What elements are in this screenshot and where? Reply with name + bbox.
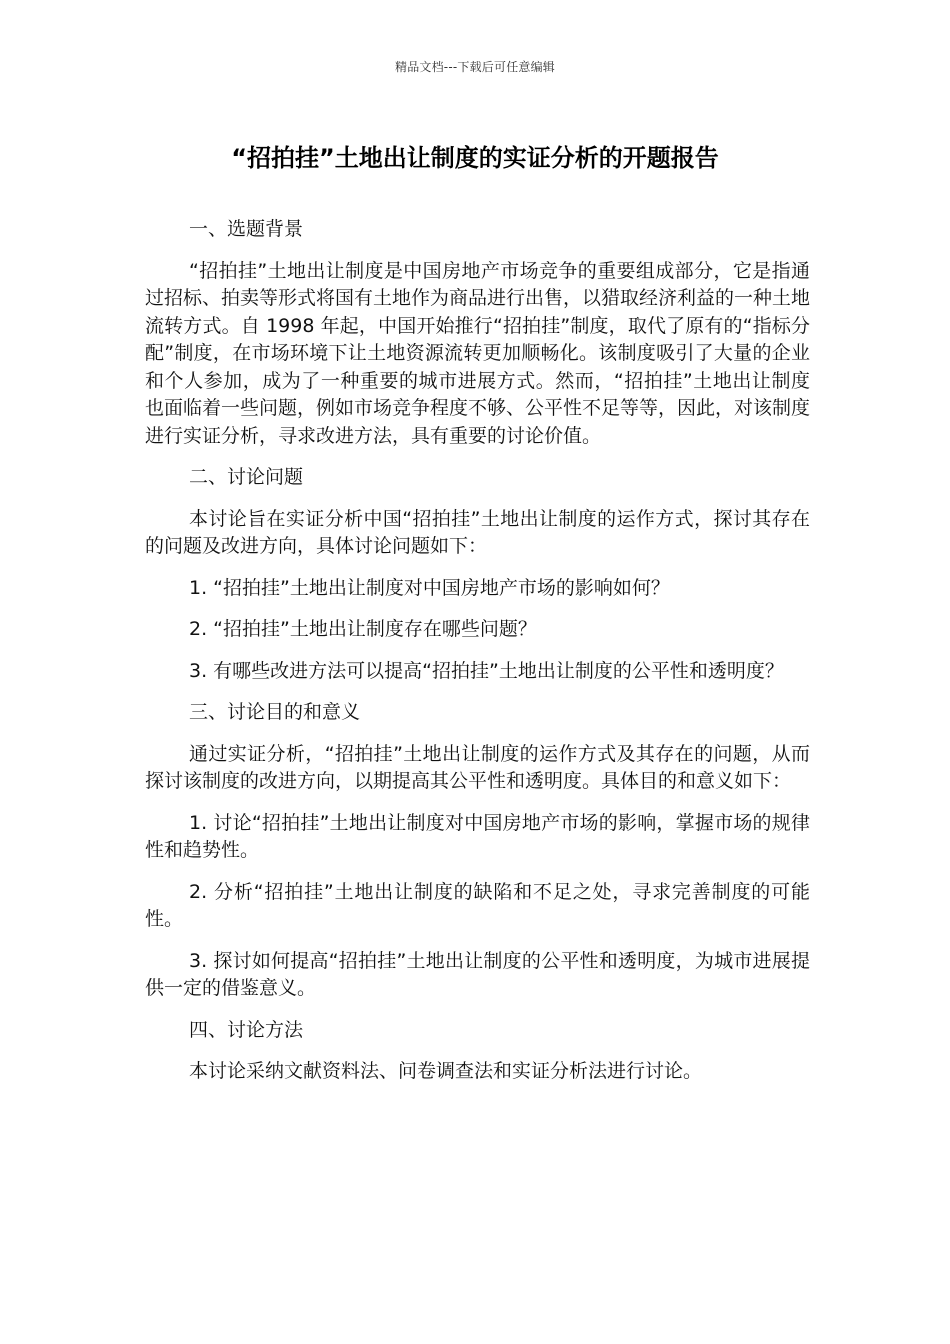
page-header: 精品文档---下载后可任意编辑 xyxy=(395,60,555,74)
document-title: “招拍挂”土地出让制度的实证分析的开题报告 xyxy=(231,144,719,172)
section-heading-method: 四、讨论方法 xyxy=(189,1018,304,1041)
section-heading-purpose: 三、讨论目的和意义 xyxy=(189,701,361,723)
paragraph-background: “招拍挂”土地出让制度是中国房地产市场竞争的重要组成部分，它是指通过招标、拍卖等形式将国有土地作为商品进行出售，以猎取经济利益的一种土地流转方式。自 1998 年起，中国开始推行“招拍挂”制度，取代了原有的“指标分配”制度，在市场环境下让土地资源流转更加顺畅化。该制度吸引了大量的企业和个人参加，成为了一种重要的城市进展方式。然而，“招拍挂”土地出让制度也面临着一些问题，例如市场竞争程度不够、公平性不足等等，因此，对该制度进行实证分析，寻求改进方法，具有重要的讨论价值。 xyxy=(145,259,811,447)
question-item-1: 1. “招拍挂”土地出让制度对中国房地产市场的影响如何？ xyxy=(189,576,670,599)
paragraph-questions-intro: 本讨论旨在实证分析中国“招拍挂”土地出让制度的运作方式，探讨其存在的问题及改进方向，具体讨论问题如下： xyxy=(145,507,810,557)
question-item-2: 2. “招拍挂”土地出让制度存在哪些问题？ xyxy=(189,618,537,640)
purpose-item-3: 3. 探讨如何提高“招拍挂”土地出让制度的公平性和透明度，为城市进展提供一定的借鉴意义。 xyxy=(145,949,810,999)
question-item-3: 3. 有哪些改进方法可以提高“招拍挂”土地出让制度的公平性和透明度？ xyxy=(189,659,784,682)
paragraph-method: 本讨论采纳文献资料法、问卷调查法和实证分析法进行讨论。 xyxy=(189,1060,703,1082)
section-heading-background: 一、选题背景 xyxy=(189,218,304,240)
paragraph-purpose-intro: 通过实证分析，“招拍挂”土地出让制度的运作方式及其存在的问题，从而探讨该制度的改进方向，以期提高其公平性和透明度。具体目的和意义如下： xyxy=(145,742,810,792)
document-body xyxy=(145,216,810,1100)
section-heading-questions: 二、讨论问题 xyxy=(189,466,304,488)
purpose-item-2: 2. 分析“招拍挂”土地出让制度的缺陷和不足之处，寻求完善制度的可能性。 xyxy=(145,880,810,930)
purpose-item-1: 1. 讨论“招拍挂”土地出让制度对中国房地产市场的影响，掌握市场的规律性和趋势性。 xyxy=(145,811,810,861)
